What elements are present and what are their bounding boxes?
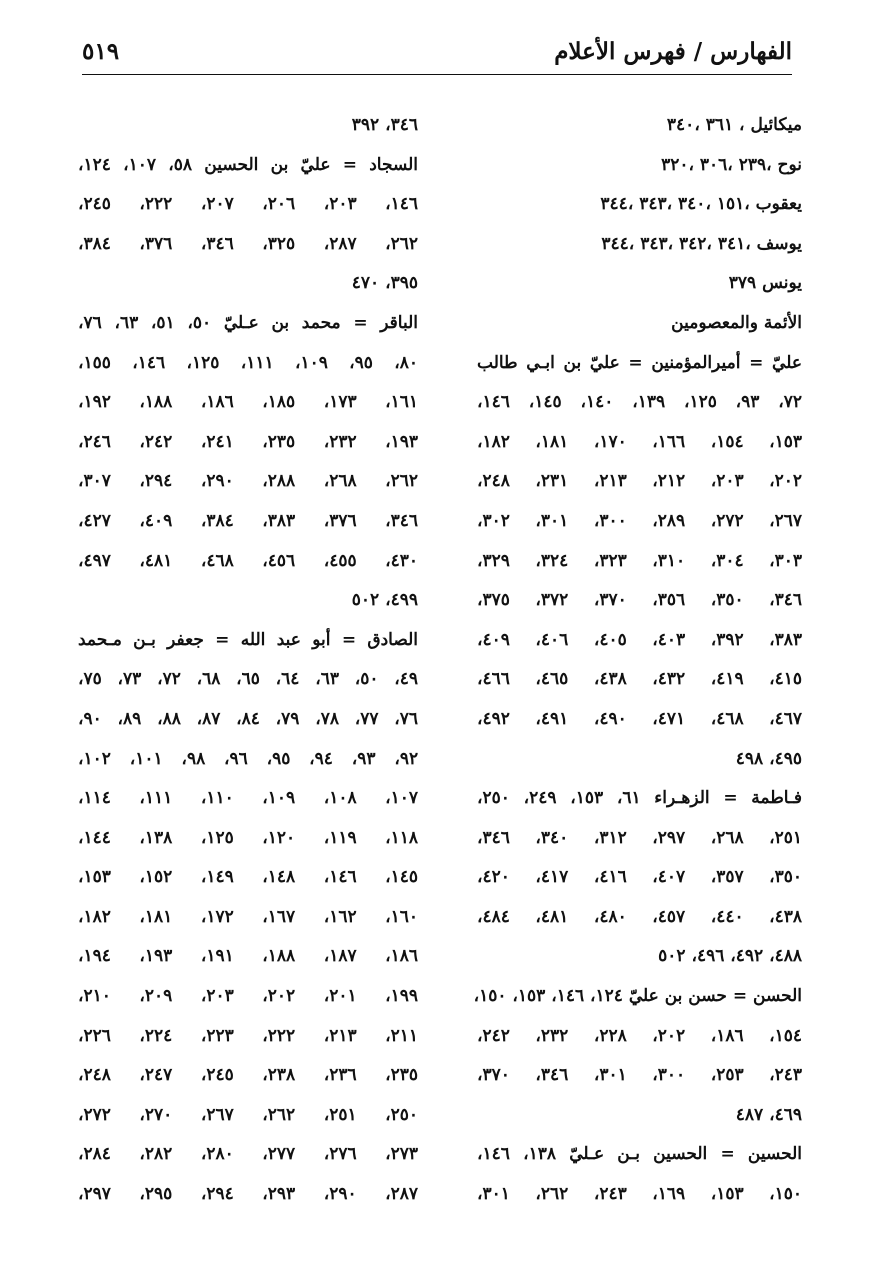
header-rule	[82, 74, 792, 75]
index-line: ٣٤٦، ٣٩٢	[351, 115, 418, 135]
index-column-right	[473, 106, 803, 1215]
index-line: ١٠٧، ١٠٨، ١٠٩، ١١٠، ١١١، ١١٤،	[78, 788, 419, 809]
index-line: ٧٦، ٧٧، ٧٨، ٧٩، ٨٤، ٨٧، ٨٨، ٨٩، ٩٠،	[78, 708, 419, 729]
index-column-left	[78, 106, 418, 1215]
index-line: ٤١٥، ٤١٩، ٤٣٢، ٤٣٨، ٤٦٥، ٤٦٦،	[477, 669, 803, 690]
index-line: الحسين = الحسين بـن عـليّ ١٣٨، ١٤٦،	[477, 1144, 803, 1165]
index-line: السجاد = عليّ بن الحسين ٥٨، ١٠٧، ١٢٤،	[78, 154, 419, 175]
index-line: يوسف ،٣٤١ ،٣٤٢ ،٣٤٣ ،٣٤٤	[601, 233, 802, 254]
index-line: ١٦١، ١٧٣، ١٨٥، ١٨٦، ١٨٨، ١٩٢،	[78, 392, 419, 413]
index-line: ٢٣٥، ٢٣٦، ٢٣٨، ٢٤٥، ٢٤٧، ٢٤٨،	[78, 1065, 419, 1086]
index-line: ١٤٦، ٢٠٣، ٢٠٦، ٢٠٧، ٢٢٢، ٢٤٥،	[78, 194, 419, 215]
index-line: ٤٦٧، ٤٦٨، ٤٧١، ٤٩٠، ٤٩١، ٤٩٢،	[477, 708, 803, 729]
index-line: ١١٨، ١١٩، ١٢٠، ١٢٥، ١٣٨، ١٤٤،	[78, 827, 419, 848]
index-line: ٢٧٣، ٢٧٦، ٢٧٧، ٢٨٠، ٢٨٢، ٢٨٤،	[78, 1144, 419, 1165]
running-title: الفهارس / فهرس الأعلام	[554, 38, 792, 65]
index-line: ١٩٣، ٢٣٢، ٢٣٥، ٢٤١، ٢٤٢، ٢٤٦،	[78, 431, 419, 452]
index-line: الصادق = أبو عبد الله = جعفر بـن مـحمد	[78, 629, 418, 650]
index-line: ٢١١، ٢١٣، ٢٢٢، ٢٢٣، ٢٢٤، ٢٢٦،	[78, 1025, 419, 1046]
index-line: الحسن = حسن بن عليّ ١٢٤، ١٤٦، ١٥٣، ١٥٠،	[473, 986, 802, 1007]
index-line: الباقر = محمد بن عـليّ ٥٠، ٥١، ٦٣، ٧٦،	[78, 312, 419, 333]
index-line: ٤٩٥، ٤٩٨	[735, 748, 802, 769]
index-line: ٣٥٠، ٣٥٧، ٤٠٧، ٤١٦، ٤١٧، ٤٢٠،	[477, 867, 803, 888]
index-line: ٢٠٢، ٢٠٣، ٢١٢، ٢١٣، ٢٣١، ٢٤٨،	[477, 471, 803, 492]
index-line: ٣٩٥، ٤٧٠	[351, 273, 418, 294]
index-line: ٩٢، ٩٣، ٩٤، ٩٥، ٩٦، ٩٨، ١٠١، ١٠٢،	[78, 748, 419, 769]
index-line: ١٨٦، ١٨٧، ١٨٨، ١٩١، ١٩٣، ١٩٤،	[78, 946, 419, 967]
index-line: ١٦٠، ١٦٢، ١٦٧، ١٧٢، ١٨١، ١٨٢،	[78, 906, 419, 927]
index-line: ٤٩، ٥٠، ٦٣، ٦٤، ٦٥، ٦٨، ٧٢، ٧٣، ٧٥،	[78, 669, 419, 690]
index-line: ٧٢، ٩٣، ١٢٥، ١٣٩، ١٤٠، ١٤٥، ١٤٦،	[477, 392, 803, 413]
index-line: فـاطمة = الزهـراء ٦١، ١٥٣، ٢٤٩، ٢٥٠،	[477, 788, 803, 809]
page-number: ٥١٩	[82, 38, 120, 65]
index-line: ٤٩٩، ٥٠٢	[351, 590, 418, 611]
index-line: ٤٣٨، ٤٤٠، ٤٥٧، ٤٨٠، ٤٨١، ٤٨٤،	[477, 906, 803, 927]
index-line: عليّ = أميرالمؤمنين = عليّ بن ابـي طالب	[477, 352, 802, 373]
index-line: يعقوب ،١٥١ ،٣٤٠ ،٣٤٣ ،٣٤٤	[600, 194, 802, 215]
index-line: ٢٦٧، ٢٧٢، ٢٨٩، ٣٠٠، ٣٠١، ٣٠٢،	[477, 510, 803, 531]
index-line: ٤٣٠، ٤٥٥، ٤٥٦، ٤٦٨، ٤٨١، ٤٩٧،	[78, 550, 419, 571]
index-line: ٢٦٢، ٢٨٧، ٣٢٥، ٣٤٦، ٣٧٦، ٣٨٤،	[78, 233, 419, 254]
index-line: ٢٤٣، ٢٥٣، ٣٠٠، ٣٠١، ٣٤٦، ٣٧٠،	[477, 1065, 803, 1086]
index-line: الأئمة والمعصومين	[671, 312, 802, 333]
index-line: ١٩٩، ٢٠١، ٢٠٢، ٢٠٣، ٢٠٩، ٢١٠،	[78, 986, 419, 1007]
index-line: ٢٥٠، ٢٥١، ٢٦٢، ٢٦٧، ٢٧٠، ٢٧٢،	[78, 1104, 419, 1125]
index-line: ميكائيل ، ٣٦١ ،٣٤٠	[666, 115, 802, 135]
index-line: ١٥٠، ١٥٣، ١٦٩، ٢٤٣، ٢٦٢، ٣٠١،	[477, 1184, 803, 1205]
index-line: ٨٠، ٩٥، ١٠٩، ١١١، ١٢٥، ١٤٦، ١٥٥،	[78, 352, 419, 373]
page-header	[82, 38, 792, 74]
index-line: ٣٠٣، ٣٠٤، ٣١٠، ٣٢٣، ٣٢٤، ٣٢٩،	[477, 550, 803, 571]
index-line: ٢٥١، ٢٦٨، ٢٩٧، ٣١٢، ٣٤٠، ٣٤٦،	[477, 827, 803, 848]
index-line: ٣٤٦، ٣٧٦، ٣٨٣، ٣٨٤، ٤٠٩، ٤٢٧،	[78, 510, 419, 531]
index-line: ١٤٥، ١٤٦، ١٤٨، ١٤٩، ١٥٢، ١٥٣،	[78, 867, 419, 888]
index-line: ٣٤٦، ٣٥٠، ٣٥٦، ٣٧٠، ٣٧٢، ٣٧٥،	[477, 590, 803, 611]
index-line: ١٥٤، ١٨٦، ٢٠٢، ٢٢٨، ٢٣٢، ٢٤٢،	[477, 1025, 803, 1046]
index-line: ٣٨٣، ٣٩٢، ٤٠٣، ٤٠٥، ٤٠٦، ٤٠٩،	[477, 629, 803, 650]
index-line: ٤٨٨، ٤٩٢، ٤٩٦، ٥٠٢	[658, 946, 802, 967]
index-line: ١٥٣، ١٥٤، ١٦٦، ١٧٠، ١٨١، ١٨٢،	[477, 431, 803, 452]
index-line: ٢٨٧، ٢٩٠، ٢٩٣، ٢٩٤، ٢٩٥، ٢٩٧،	[78, 1184, 419, 1205]
index-line: ٤٦٩، ٤٨٧	[735, 1104, 802, 1125]
index-line: ٢٦٢، ٢٦٨، ٢٨٨، ٢٩٠، ٢٩٤، ٣٠٧،	[78, 471, 419, 492]
index-line: نوح ،٢٣٩ ،٣٠٦ ،٣٢٠	[661, 154, 802, 175]
index-line: يونس ٣٧٩	[728, 273, 802, 294]
